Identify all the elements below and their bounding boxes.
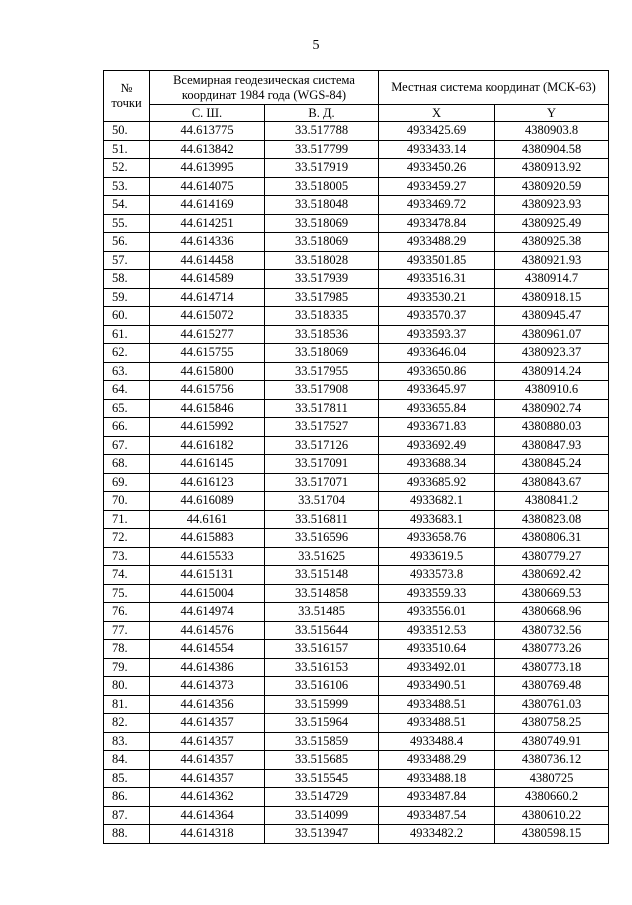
latitude-cell: 44.616089: [150, 492, 265, 511]
y-coordinate-cell: 4380732.56: [495, 621, 609, 640]
longitude-cell: 33.515148: [265, 566, 379, 585]
longitude-cell: 33.515964: [265, 714, 379, 733]
table-row: [104, 529, 609, 548]
latitude-cell: 44.614576: [150, 621, 265, 640]
longitude-cell: 33.517091: [265, 455, 379, 474]
y-coordinate-cell: 4380913.92: [495, 159, 609, 178]
x-coordinate-cell: 4933488.18: [379, 769, 495, 788]
x-coordinate-cell: 4933688.34: [379, 455, 495, 474]
latitude-cell: 44.614251: [150, 214, 265, 233]
table-row: [104, 233, 609, 252]
table-header: [104, 71, 609, 122]
point-number-cell: 87.: [104, 806, 150, 825]
msk63-group-header: Местная система координат (МСК-63): [379, 71, 609, 105]
x-coordinate-cell: 4933683.1: [379, 510, 495, 529]
latitude-cell: 44.615800: [150, 362, 265, 381]
latitude-cell: 44.615277: [150, 325, 265, 344]
y-coordinate-cell: 4380660.2: [495, 788, 609, 807]
y-coordinate-cell: 4380749.91: [495, 732, 609, 751]
latitude-cell: 44.614589: [150, 270, 265, 289]
latitude-cell: 44.614336: [150, 233, 265, 252]
longitude-cell: 33.51704: [265, 492, 379, 511]
point-number-cell: 55.: [104, 214, 150, 233]
point-number-cell: 83.: [104, 732, 150, 751]
table-row: [104, 621, 609, 640]
y-coordinate-cell: 4380961.07: [495, 325, 609, 344]
x-header: X: [379, 105, 495, 122]
x-coordinate-cell: 4933573.8: [379, 566, 495, 585]
latitude-cell: 44.614386: [150, 658, 265, 677]
longitude-cell: 33.517919: [265, 159, 379, 178]
table-row: [104, 288, 609, 307]
longitude-cell: 33.515644: [265, 621, 379, 640]
point-number-cell: 76.: [104, 603, 150, 622]
x-coordinate-cell: 4933655.84: [379, 399, 495, 418]
table-row: [104, 122, 609, 141]
latitude-cell: 44.614373: [150, 677, 265, 696]
point-number-cell: 60.: [104, 307, 150, 326]
y-coordinate-cell: 4380914.7: [495, 270, 609, 289]
longitude-cell: 33.514099: [265, 806, 379, 825]
table-row: [104, 159, 609, 178]
x-coordinate-cell: 4933619.5: [379, 547, 495, 566]
latitude-cell: 44.613842: [150, 140, 265, 159]
x-coordinate-cell: 4933510.64: [379, 640, 495, 659]
wgs84-group-header: [150, 71, 379, 105]
table-row: [104, 399, 609, 418]
y-coordinate-cell: 4380823.08: [495, 510, 609, 529]
latitude-cell: 44.615883: [150, 529, 265, 548]
point-number-cell: 85.: [104, 769, 150, 788]
latitude-cell: 44.614318: [150, 825, 265, 844]
longitude-cell: 33.517985: [265, 288, 379, 307]
x-coordinate-cell: 4933450.26: [379, 159, 495, 178]
wgs84-header-line1: Всемирная геодезическая система: [173, 72, 355, 87]
x-coordinate-cell: 4933478.84: [379, 214, 495, 233]
page-number: 5: [312, 38, 320, 53]
table-row: [104, 825, 609, 844]
y-coordinate-cell: 4380773.18: [495, 658, 609, 677]
y-coordinate-cell: 4380847.93: [495, 436, 609, 455]
point-number-cell: 68.: [104, 455, 150, 474]
latitude-cell: 44.615072: [150, 307, 265, 326]
latitude-header: С. Ш.: [150, 105, 265, 122]
x-coordinate-cell: 4933570.37: [379, 307, 495, 326]
latitude-cell: 44.614364: [150, 806, 265, 825]
point-number-cell: 64.: [104, 381, 150, 400]
longitude-cell: 33.518069: [265, 233, 379, 252]
latitude-cell: 44.6161: [150, 510, 265, 529]
point-number-cell: 54.: [104, 196, 150, 215]
point-number-cell: 80.: [104, 677, 150, 696]
wgs84-header-line2: координат 1984 года (WGS-84): [181, 87, 347, 102]
table-row: [104, 658, 609, 677]
longitude-cell: 33.515999: [265, 695, 379, 714]
latitude-cell: 44.615533: [150, 547, 265, 566]
y-coordinate-cell: 4380920.59: [495, 177, 609, 196]
longitude-cell: 33.517908: [265, 381, 379, 400]
x-coordinate-cell: 4933556.01: [379, 603, 495, 622]
coordinates-table: [103, 70, 609, 844]
x-coordinate-cell: 4933433.14: [379, 140, 495, 159]
latitude-cell: 44.613775: [150, 122, 265, 141]
point-number-cell: 59.: [104, 288, 150, 307]
table-row: [104, 547, 609, 566]
latitude-cell: 44.614362: [150, 788, 265, 807]
longitude-cell: 33.516811: [265, 510, 379, 529]
table-body: [104, 122, 609, 844]
point-number-cell: 67.: [104, 436, 150, 455]
y-coordinate-cell: 4380668.96: [495, 603, 609, 622]
longitude-cell: 33.518335: [265, 307, 379, 326]
table-row: [104, 140, 609, 159]
point-number-cell: 66.: [104, 418, 150, 437]
y-coordinate-cell: 4380736.12: [495, 751, 609, 770]
x-coordinate-cell: 4933692.49: [379, 436, 495, 455]
point-number-cell: 56.: [104, 233, 150, 252]
point-number-cell: 81.: [104, 695, 150, 714]
latitude-cell: 44.614357: [150, 769, 265, 788]
y-coordinate-cell: 4380841.2: [495, 492, 609, 511]
longitude-cell: 33.51625: [265, 547, 379, 566]
longitude-cell: 33.515859: [265, 732, 379, 751]
table-row: [104, 788, 609, 807]
y-coordinate-cell: 4380725: [495, 769, 609, 788]
point-number-cell: 61.: [104, 325, 150, 344]
latitude-cell: 44.614357: [150, 732, 265, 751]
table-row: [104, 455, 609, 474]
point-number-cell: 53.: [104, 177, 150, 196]
table-row: [104, 510, 609, 529]
y-coordinate-cell: 4380902.74: [495, 399, 609, 418]
table-row: [104, 344, 609, 363]
y-coordinate-cell: 4380918.15: [495, 288, 609, 307]
x-coordinate-cell: 4933512.53: [379, 621, 495, 640]
x-coordinate-cell: 4933645.97: [379, 381, 495, 400]
point-number-cell: 50.: [104, 122, 150, 141]
point-number-cell: 65.: [104, 399, 150, 418]
longitude-cell: 33.514858: [265, 584, 379, 603]
point-number-cell: 63.: [104, 362, 150, 381]
point-number-symbol: №: [120, 81, 133, 95]
point-number-cell: 73.: [104, 547, 150, 566]
table-row: [104, 695, 609, 714]
y-coordinate-cell: 4380845.24: [495, 455, 609, 474]
x-coordinate-cell: 4933593.37: [379, 325, 495, 344]
x-coordinate-cell: 4933682.1: [379, 492, 495, 511]
y-coordinate-cell: 4380923.93: [495, 196, 609, 215]
y-coordinate-cell: 4380610.22: [495, 806, 609, 825]
table-row: [104, 566, 609, 585]
point-number-header: [104, 71, 150, 122]
x-coordinate-cell: 4933425.69: [379, 122, 495, 141]
latitude-cell: 44.614714: [150, 288, 265, 307]
point-number-cell: 71.: [104, 510, 150, 529]
table-row: [104, 769, 609, 788]
longitude-cell: 33.516153: [265, 658, 379, 677]
point-number-cell: 84.: [104, 751, 150, 770]
y-coordinate-cell: 4380843.67: [495, 473, 609, 492]
x-coordinate-cell: 4933488.29: [379, 751, 495, 770]
table-row: [104, 751, 609, 770]
longitude-cell: 33.51485: [265, 603, 379, 622]
longitude-cell: 33.516106: [265, 677, 379, 696]
table-row: [104, 418, 609, 437]
x-coordinate-cell: 4933671.83: [379, 418, 495, 437]
latitude-cell: 44.616182: [150, 436, 265, 455]
longitude-cell: 33.517955: [265, 362, 379, 381]
table-row: [104, 806, 609, 825]
x-coordinate-cell: 4933530.21: [379, 288, 495, 307]
point-number-cell: 86.: [104, 788, 150, 807]
table-row: [104, 473, 609, 492]
y-coordinate-cell: 4380880.03: [495, 418, 609, 437]
latitude-cell: 44.614554: [150, 640, 265, 659]
point-number-cell: 70.: [104, 492, 150, 511]
point-number-cell: 58.: [104, 270, 150, 289]
y-coordinate-cell: 4380921.93: [495, 251, 609, 270]
x-coordinate-cell: 4933685.92: [379, 473, 495, 492]
point-number-cell: 69.: [104, 473, 150, 492]
latitude-cell: 44.616123: [150, 473, 265, 492]
y-coordinate-cell: 4380779.27: [495, 547, 609, 566]
table-row: [104, 251, 609, 270]
longitude-header: В. Д.: [265, 105, 379, 122]
latitude-cell: 44.614974: [150, 603, 265, 622]
y-coordinate-cell: 4380925.38: [495, 233, 609, 252]
y-coordinate-cell: 4380669.53: [495, 584, 609, 603]
table-row: [104, 584, 609, 603]
longitude-cell: 33.518005: [265, 177, 379, 196]
y-coordinate-cell: 4380914.24: [495, 362, 609, 381]
longitude-cell: 33.517788: [265, 122, 379, 141]
y-coordinate-cell: 4380598.15: [495, 825, 609, 844]
x-coordinate-cell: 4933488.51: [379, 695, 495, 714]
longitude-cell: 33.517811: [265, 399, 379, 418]
longitude-cell: 33.517799: [265, 140, 379, 159]
latitude-cell: 44.614357: [150, 751, 265, 770]
longitude-cell: 33.515545: [265, 769, 379, 788]
x-coordinate-cell: 4933487.54: [379, 806, 495, 825]
x-coordinate-cell: 4933559.33: [379, 584, 495, 603]
latitude-cell: 44.615846: [150, 399, 265, 418]
latitude-cell: 44.613995: [150, 159, 265, 178]
x-coordinate-cell: 4933459.27: [379, 177, 495, 196]
x-coordinate-cell: 4933488.51: [379, 714, 495, 733]
y-coordinate-cell: 4380923.37: [495, 344, 609, 363]
point-number-cell: 52.: [104, 159, 150, 178]
point-number-cell: 72.: [104, 529, 150, 548]
table-row: [104, 307, 609, 326]
longitude-cell: 33.517071: [265, 473, 379, 492]
point-number-label: точки: [111, 96, 142, 110]
latitude-cell: 44.615992: [150, 418, 265, 437]
x-coordinate-cell: 4933650.86: [379, 362, 495, 381]
longitude-cell: 33.518048: [265, 196, 379, 215]
table-row: [104, 492, 609, 511]
point-number-cell: 57.: [104, 251, 150, 270]
table-row: [104, 640, 609, 659]
y-coordinate-cell: 4380925.49: [495, 214, 609, 233]
table-row: [104, 603, 609, 622]
y-coordinate-cell: 4380761.03: [495, 695, 609, 714]
y-coordinate-cell: 4380806.31: [495, 529, 609, 548]
table-row: [104, 362, 609, 381]
x-coordinate-cell: 4933658.76: [379, 529, 495, 548]
y-coordinate-cell: 4380904.58: [495, 140, 609, 159]
latitude-cell: 44.615004: [150, 584, 265, 603]
latitude-cell: 44.615756: [150, 381, 265, 400]
point-number-cell: 51.: [104, 140, 150, 159]
x-coordinate-cell: 4933488.29: [379, 233, 495, 252]
point-number-cell: 79.: [104, 658, 150, 677]
x-coordinate-cell: 4933490.51: [379, 677, 495, 696]
latitude-cell: 44.614169: [150, 196, 265, 215]
longitude-cell: 33.516596: [265, 529, 379, 548]
y-coordinate-cell: 4380692.42: [495, 566, 609, 585]
latitude-cell: 44.614357: [150, 714, 265, 733]
table-row: [104, 732, 609, 751]
longitude-cell: 33.518069: [265, 344, 379, 363]
longitude-cell: 33.515685: [265, 751, 379, 770]
x-coordinate-cell: 4933482.2: [379, 825, 495, 844]
y-header: Y: [495, 105, 609, 122]
latitude-cell: 44.616145: [150, 455, 265, 474]
table-row: [104, 214, 609, 233]
point-number-cell: 74.: [104, 566, 150, 585]
longitude-cell: 33.518536: [265, 325, 379, 344]
latitude-cell: 44.615755: [150, 344, 265, 363]
longitude-cell: 33.518069: [265, 214, 379, 233]
x-coordinate-cell: 4933487.84: [379, 788, 495, 807]
longitude-cell: 33.517939: [265, 270, 379, 289]
latitude-cell: 44.614458: [150, 251, 265, 270]
latitude-cell: 44.614356: [150, 695, 265, 714]
longitude-cell: 33.517527: [265, 418, 379, 437]
longitude-cell: 33.516157: [265, 640, 379, 659]
y-coordinate-cell: 4380910.6: [495, 381, 609, 400]
point-number-cell: 78.: [104, 640, 150, 659]
x-coordinate-cell: 4933492.01: [379, 658, 495, 677]
longitude-cell: 33.514729: [265, 788, 379, 807]
longitude-cell: 33.518028: [265, 251, 379, 270]
point-number-cell: 77.: [104, 621, 150, 640]
table-row: [104, 381, 609, 400]
x-coordinate-cell: 4933488.4: [379, 732, 495, 751]
latitude-cell: 44.614075: [150, 177, 265, 196]
point-number-cell: 82.: [104, 714, 150, 733]
y-coordinate-cell: 4380903.8: [495, 122, 609, 141]
x-coordinate-cell: 4933469.72: [379, 196, 495, 215]
table-row: [104, 714, 609, 733]
longitude-cell: 33.513947: [265, 825, 379, 844]
y-coordinate-cell: 4380769.48: [495, 677, 609, 696]
table-row: [104, 270, 609, 289]
point-number-cell: 88.: [104, 825, 150, 844]
table-row: [104, 177, 609, 196]
table-row: [104, 677, 609, 696]
point-number-cell: 75.: [104, 584, 150, 603]
table-row: [104, 325, 609, 344]
x-coordinate-cell: 4933501.85: [379, 251, 495, 270]
y-coordinate-cell: 4380773.26: [495, 640, 609, 659]
table-row: [104, 436, 609, 455]
point-number-cell: 62.: [104, 344, 150, 363]
y-coordinate-cell: 4380758.25: [495, 714, 609, 733]
table-row: [104, 196, 609, 215]
x-coordinate-cell: 4933516.31: [379, 270, 495, 289]
longitude-cell: 33.517126: [265, 436, 379, 455]
y-coordinate-cell: 4380945.47: [495, 307, 609, 326]
x-coordinate-cell: 4933646.04: [379, 344, 495, 363]
latitude-cell: 44.615131: [150, 566, 265, 585]
